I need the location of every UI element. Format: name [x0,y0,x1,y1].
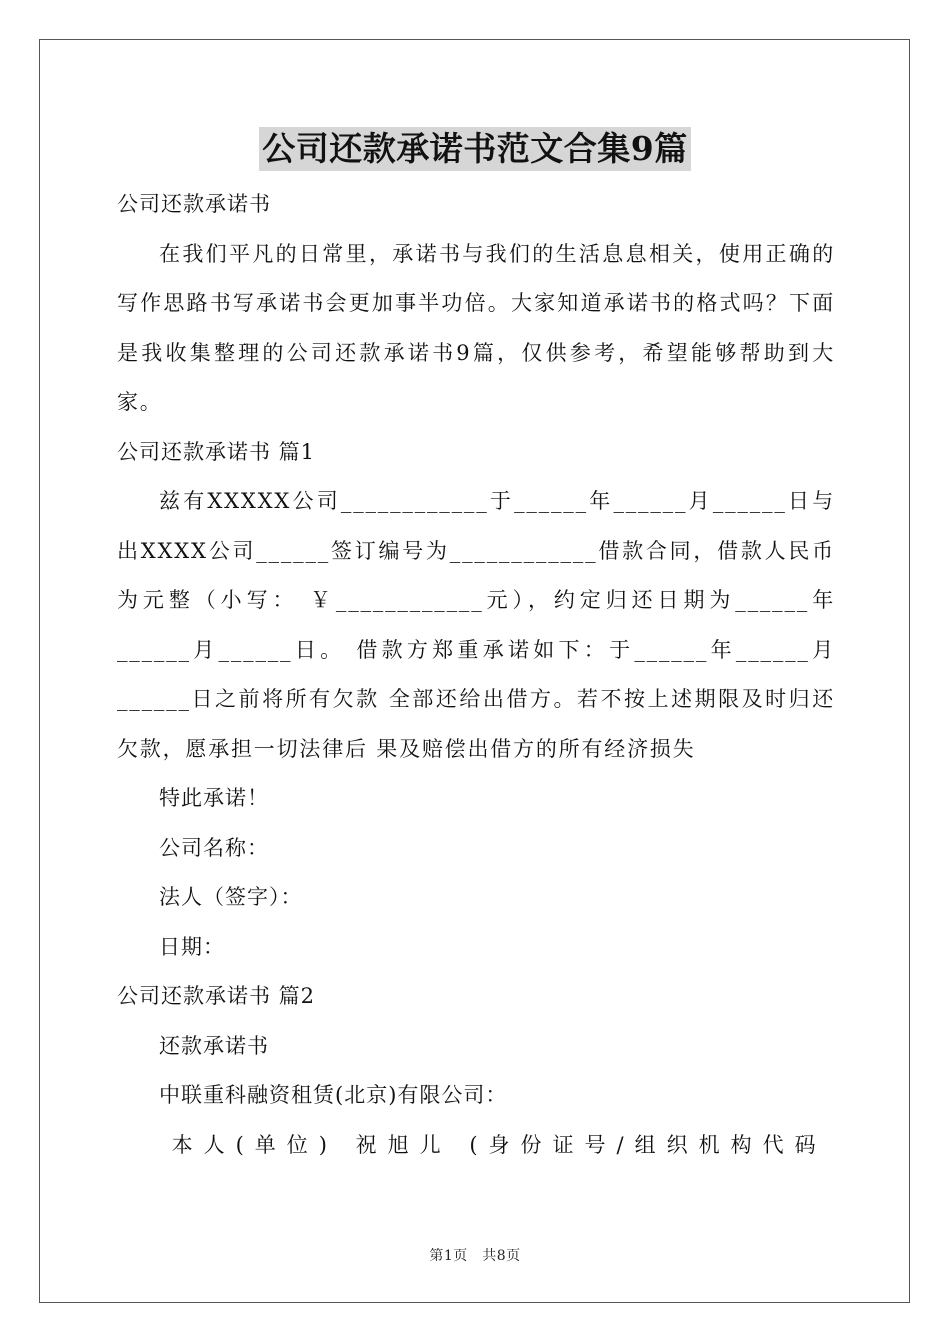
section2-heading: 公司还款承诺书 篇2 [117,984,316,1008]
page-footer: 第1页 共8页 [429,1248,521,1264]
intro-heading: 公司还款承诺书 [117,192,271,216]
document-body [117,180,835,1170]
date-label: 日期： [159,934,225,959]
section1-body: 兹有XXXXX公司____________于______年______月______日与出XXXX公司______签订编号为____________借款合同，借款人民币为元整（小写： ￥____________元），约定归还日期为______年______月______日。 借款方郑重承诺如下：于______年______月______日之前将所有欠款 全部还给出借方。若不按上述期限及时归还欠款，愿承担一切法律后 果及赔偿出借方的所有经济损失 [117,489,835,761]
intro-paragraph: 在我们平凡的日常里，承诺书与我们的生活息息相关，使用正确的写作思路书写承诺书会更加事半功倍。大家知道承诺书的格式吗？下面是我收集整理的公司还款承诺书9篇，仅供参考，希望能够帮助到大家。 [117,241,835,414]
section1-heading: 公司还款承诺书 篇1 [117,439,316,464]
section2-addressee: 中联重科融资租赁(北京)有限公司： [159,1083,508,1107]
section1-closing: 特此承诺！ [159,786,269,810]
legal-person-label: 法人（签字）： [159,885,303,909]
title-container [0,127,950,171]
section2-subtitle: 还款承诺书 [159,1033,269,1058]
document-title: 公司还款承诺书范文合集9篇 [259,127,690,171]
section2-first-line: 本人(单位) 祝旭儿 (身份证号/组织机构代码 [171,1132,827,1157]
company-name-label: 公司名称： [159,835,269,860]
